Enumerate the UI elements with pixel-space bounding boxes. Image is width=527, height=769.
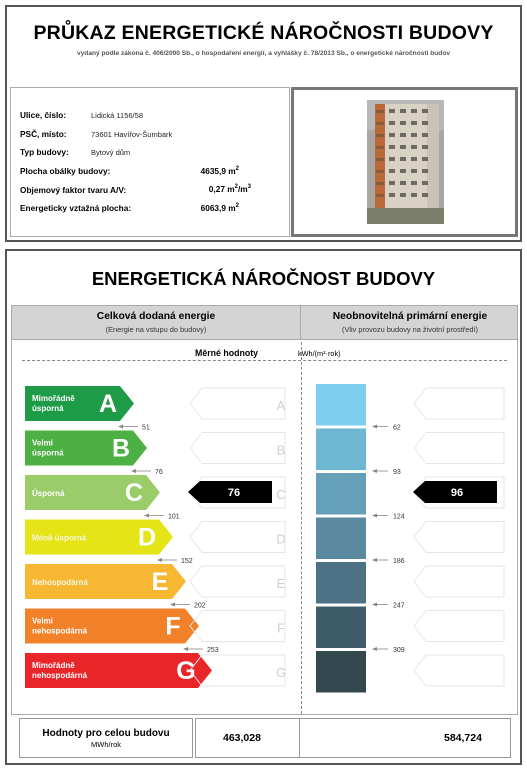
left-threshold-arrowhead-0 [118, 425, 123, 429]
class-a-letter: A [98, 390, 118, 418]
left-ghost-letter-e: E [276, 576, 286, 591]
left-threshold-arrowhead-1 [131, 469, 136, 473]
left-ghost-marker-f [190, 611, 285, 642]
right-threshold-arrowhead-0 [372, 425, 377, 429]
primary-energy-subheading: (Vliv provozu budovy na životní prostředí) [342, 325, 478, 334]
left-ghost-marker-d [190, 522, 285, 553]
right-threshold-arrowhead-5 [372, 647, 377, 651]
type-value: Bytový dům [91, 148, 131, 157]
right-threshold-0: 62 [393, 424, 401, 432]
left-threshold-0: 51 [142, 424, 150, 432]
totals-delivered-value: 463,028 [223, 732, 261, 744]
right-ghost-marker-a [414, 388, 504, 419]
left-threshold-2: 101 [168, 513, 180, 521]
left-ghost-letter-f: F [277, 620, 285, 636]
totals-delivered-cell [195, 718, 300, 758]
delivered-energy-subheading: (Energie na vstupu do budovy) [105, 325, 207, 334]
left-threshold-arrowhead-3 [157, 558, 162, 562]
left-ghost-letter-c: C [276, 487, 286, 502]
left-threshold-3: 152 [181, 558, 193, 565]
left-threshold-1: 76 [155, 469, 163, 476]
street-value: Lidická 1156/58 [91, 111, 143, 120]
totals-label-cell [19, 718, 193, 758]
delivered-energy-value: 76 [227, 487, 241, 499]
right-ghost-marker-b [414, 433, 504, 464]
totals-label: Hodnoty pro celou budovu [42, 728, 170, 739]
primary-block-g [316, 651, 366, 693]
totals-primary-cell [300, 718, 511, 758]
psc-label: PSČ, místo: [20, 129, 67, 139]
left-threshold-arrowhead-4 [170, 603, 175, 607]
right-threshold-arrowhead-1 [372, 469, 377, 473]
right-ghost-marker-d [414, 522, 504, 553]
delivered-energy-heading: Celková dodaná energie [96, 311, 216, 322]
left-ghost-letter-a: A [276, 398, 286, 413]
class-e-label: Nehospodárná [32, 578, 89, 587]
psc-value: 73601 Havířov-Šumbark [91, 130, 173, 139]
measure-label: Měrné hodnoty [192, 348, 261, 358]
right-threshold-3: 186 [393, 558, 405, 565]
totals-primary-value: 584,724 [444, 732, 482, 744]
envelope-area-label: Plocha obálky budovy: [20, 166, 111, 176]
type-label: Typ budovy: [20, 147, 69, 157]
class-b-letter: B [111, 434, 131, 463]
primary-block-a [316, 384, 366, 426]
right-ghost-marker-f [414, 611, 504, 642]
street-label: Ulice, číslo: [20, 110, 67, 120]
floor-area-label: Energeticky vztažná plocha: [20, 203, 132, 213]
primary-block-c [316, 473, 366, 515]
class-f-label-line1: Velmi [32, 616, 53, 626]
class-a-label-line1: Mimořádně [32, 394, 75, 403]
right-ghost-marker-e [414, 566, 504, 597]
left-ghost-marker-a [190, 388, 285, 419]
right-threshold-4: 247 [393, 602, 405, 610]
left-ghost-letter-d: D [276, 531, 286, 547]
class-d-label: Méně úsporná [32, 533, 87, 543]
right-threshold-arrowhead-4 [372, 603, 377, 607]
class-g-letter: G [176, 657, 196, 685]
left-threshold-4: 202 [194, 602, 206, 610]
left-ghost-marker-e [190, 566, 285, 597]
left-ghost-letter-g: G [275, 665, 287, 680]
page-subtitle: vydaný podle zákona č. 406/2000 Sb., o hospodaření energií, a vyhlášky č. 78/2013 Sb., o energetické náročnosti budov [76, 50, 451, 57]
right-threshold-2: 124 [393, 513, 405, 521]
class-g-label-line2: nehospodárná [32, 671, 88, 680]
primary-block-e [316, 562, 366, 604]
right-ghost-marker-g [414, 655, 504, 686]
page-title: PRŮKAZ ENERGETICKÉ NÁROČNOSTI BUDOVY [33, 22, 494, 44]
shape-factor-label: Objemový faktor tvaru A/V: [20, 185, 127, 195]
energy-section-title: ENERGETICKÁ NÁROČNOST BUDOVY [91, 268, 436, 289]
class-f-label-line2: nehospodárná [32, 626, 88, 636]
class-d-letter: D [137, 523, 157, 552]
left-threshold-arrowhead-2 [144, 514, 149, 518]
class-b-label-line1: Velmi [32, 438, 53, 448]
right-threshold-1: 93 [393, 469, 401, 476]
class-g-label-line1: Mimořádně [32, 661, 75, 670]
primary-block-d [316, 518, 366, 560]
right-threshold-5: 309 [393, 647, 405, 654]
primary-energy-heading: Neobnovitelná primární energie [332, 311, 488, 322]
left-ghost-letter-b: B [276, 442, 286, 458]
class-c-letter: C [124, 479, 144, 507]
class-b-label-line2: úsporná [32, 448, 64, 458]
left-threshold-5: 253 [207, 647, 219, 654]
shape-factor-value: 0,27 $m^2/m^3$ [208, 184, 251, 194]
class-e-letter: E [151, 568, 169, 596]
totals-unit: MWh/rok [91, 740, 121, 749]
totals-row [11, 718, 518, 764]
envelope-area-value: 4635,9 $m^2$ [200, 166, 239, 176]
right-threshold-arrowhead-2 [372, 514, 377, 518]
class-c-label: Úsporná [32, 489, 65, 498]
class-a-label-line2: úsporná [32, 404, 64, 413]
left-threshold-arrowhead-5 [183, 647, 188, 651]
class-f-letter: F [165, 612, 181, 641]
right-threshold-arrowhead-3 [372, 558, 377, 562]
primary-block-b [316, 429, 366, 471]
primary-energy-value: 96 [450, 487, 464, 499]
primary-block-f [316, 607, 366, 649]
left-ghost-marker-b [190, 433, 285, 464]
measure-unit: kWh/(m²·rok) [295, 349, 344, 358]
floor-area-value: 6063,9 $m^2$ [200, 203, 239, 213]
